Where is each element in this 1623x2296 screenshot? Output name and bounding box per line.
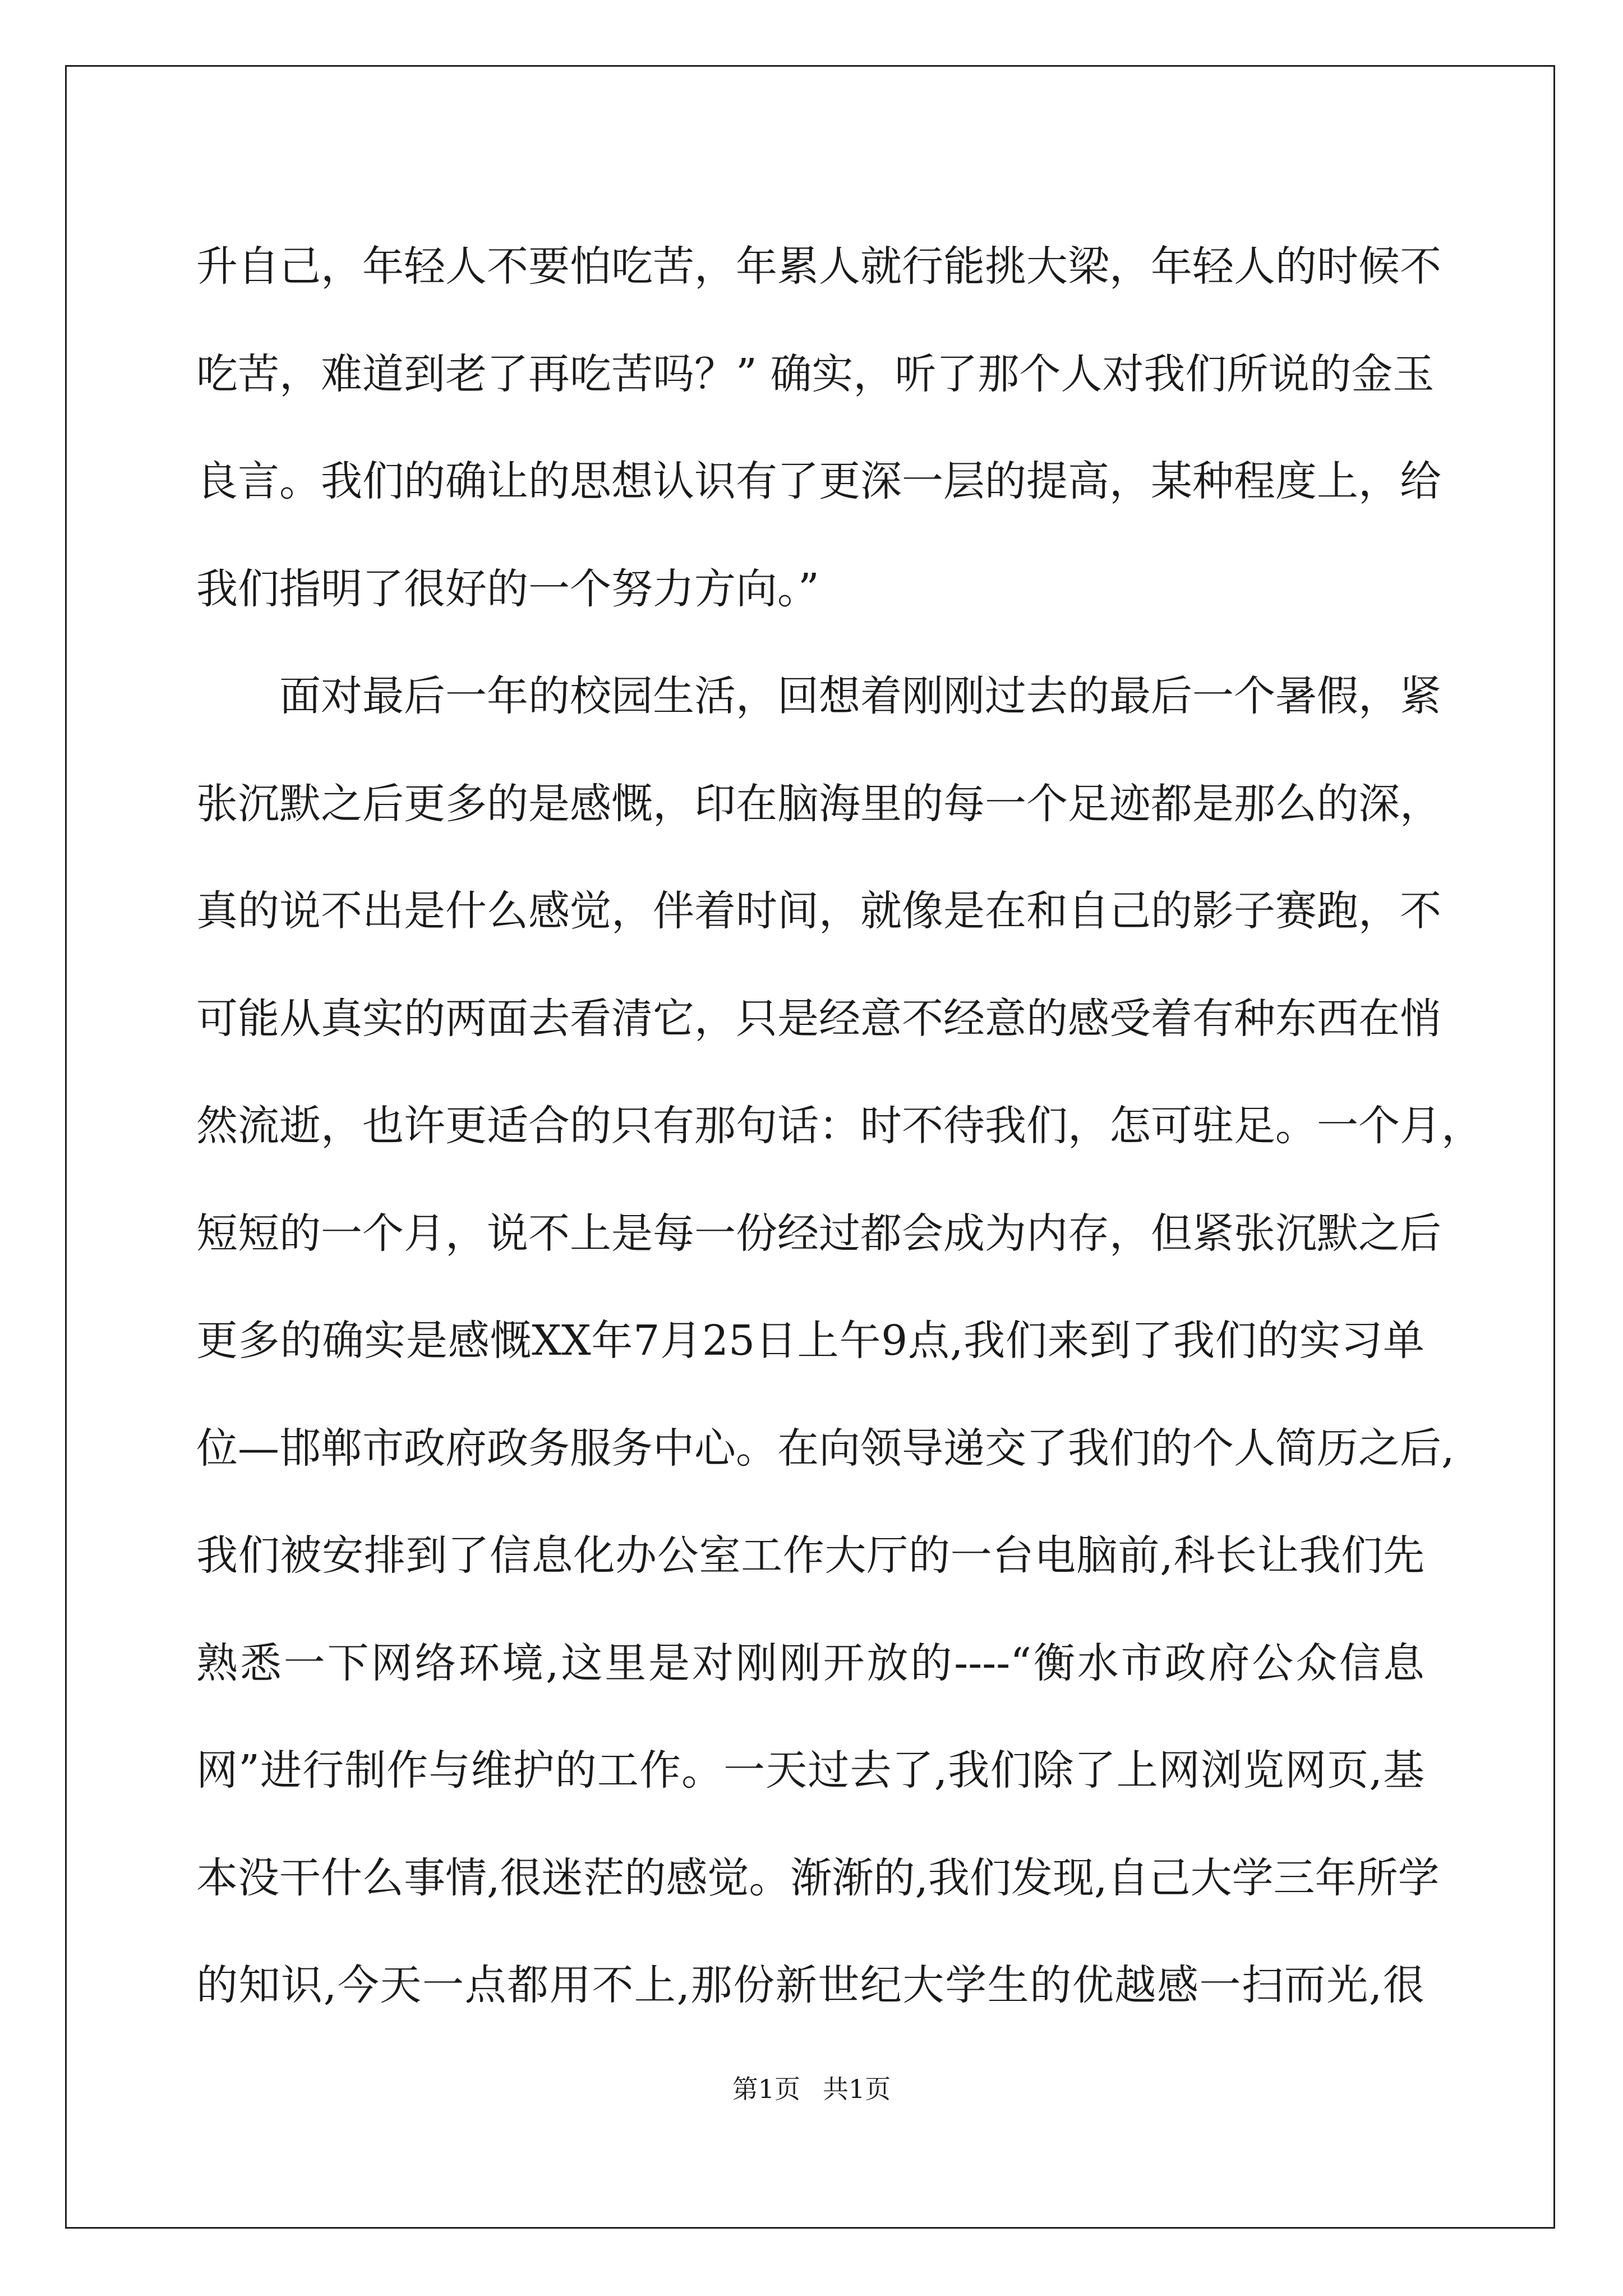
text-line: 可能从真实的两面去看清它，只是经意不经意的感受着有种东西在悄	[196, 994, 1441, 1043]
text-line: 张沉默之后更多的是感慨，印在脑海里的每一个足迹都是那么的深，	[196, 779, 1441, 828]
text-line: 升自己，年轻人不要怕吃苦，年累人就行能挑大梁，年轻人的时候不	[196, 242, 1441, 291]
text-line: 然流逝，也许更适合的只有那句话：时不待我们，怎可驻足。一个月，	[196, 1102, 1483, 1150]
text-line: 位—邯郸市政府政务服务中心。在向领导递交了我们的个人简历之后,	[196, 1424, 1455, 1473]
text-line: 本没干什么事情,很迷茫的感觉。渐渐的,我们发现,自己大学三年所学	[196, 1853, 1440, 1902]
text-line: 网”进行制作与维护的工作。一天过去了,我们除了上网浏览网页,基	[196, 1746, 1424, 1795]
text-line: 良言。我们的确让的思想认识有了更深一层的提高，某种程度上，给	[196, 457, 1441, 505]
page-footer	[0, 2069, 1623, 2106]
text-line: 的知识,今天一点都用不上,那份新世纪大学生的优越感一扫而光,很	[196, 1961, 1424, 2009]
text-line: 熟悉一下网络环境,这里是对刚刚开放的----“衡水市政府公众信息	[196, 1639, 1424, 1687]
text-line: 吃苦，难道到老了再吃苦吗？” 确实，听了那个人对我们所说的金玉	[196, 349, 1435, 398]
text-line: 真的说不出是什么感觉，伴着时间，就像是在和自己的影子赛跑，不	[196, 887, 1441, 935]
page-total: 共1页	[823, 2074, 891, 2104]
text-line: 短短的一个月，说不上是每一份经过都会成为内存，但紧张沉默之后	[196, 1209, 1441, 1258]
text-line: 我们指明了很好的一个努力方向。”	[196, 564, 819, 613]
text-line: 我们被安排到了信息化办公室工作大厅的一台电脑前,科长让我们先	[196, 1531, 1424, 1580]
document-body	[196, 213, 1483, 2040]
paragraph-first-line: 面对最后一年的校园生活，回想着刚刚过去的最后一个暑假，紧	[279, 672, 1441, 720]
page-number: 第1页	[732, 2074, 800, 2104]
text-line: 更多的确实是感慨XX年7月25日上午9点,我们来到了我们的实习单	[196, 1317, 1424, 1365]
